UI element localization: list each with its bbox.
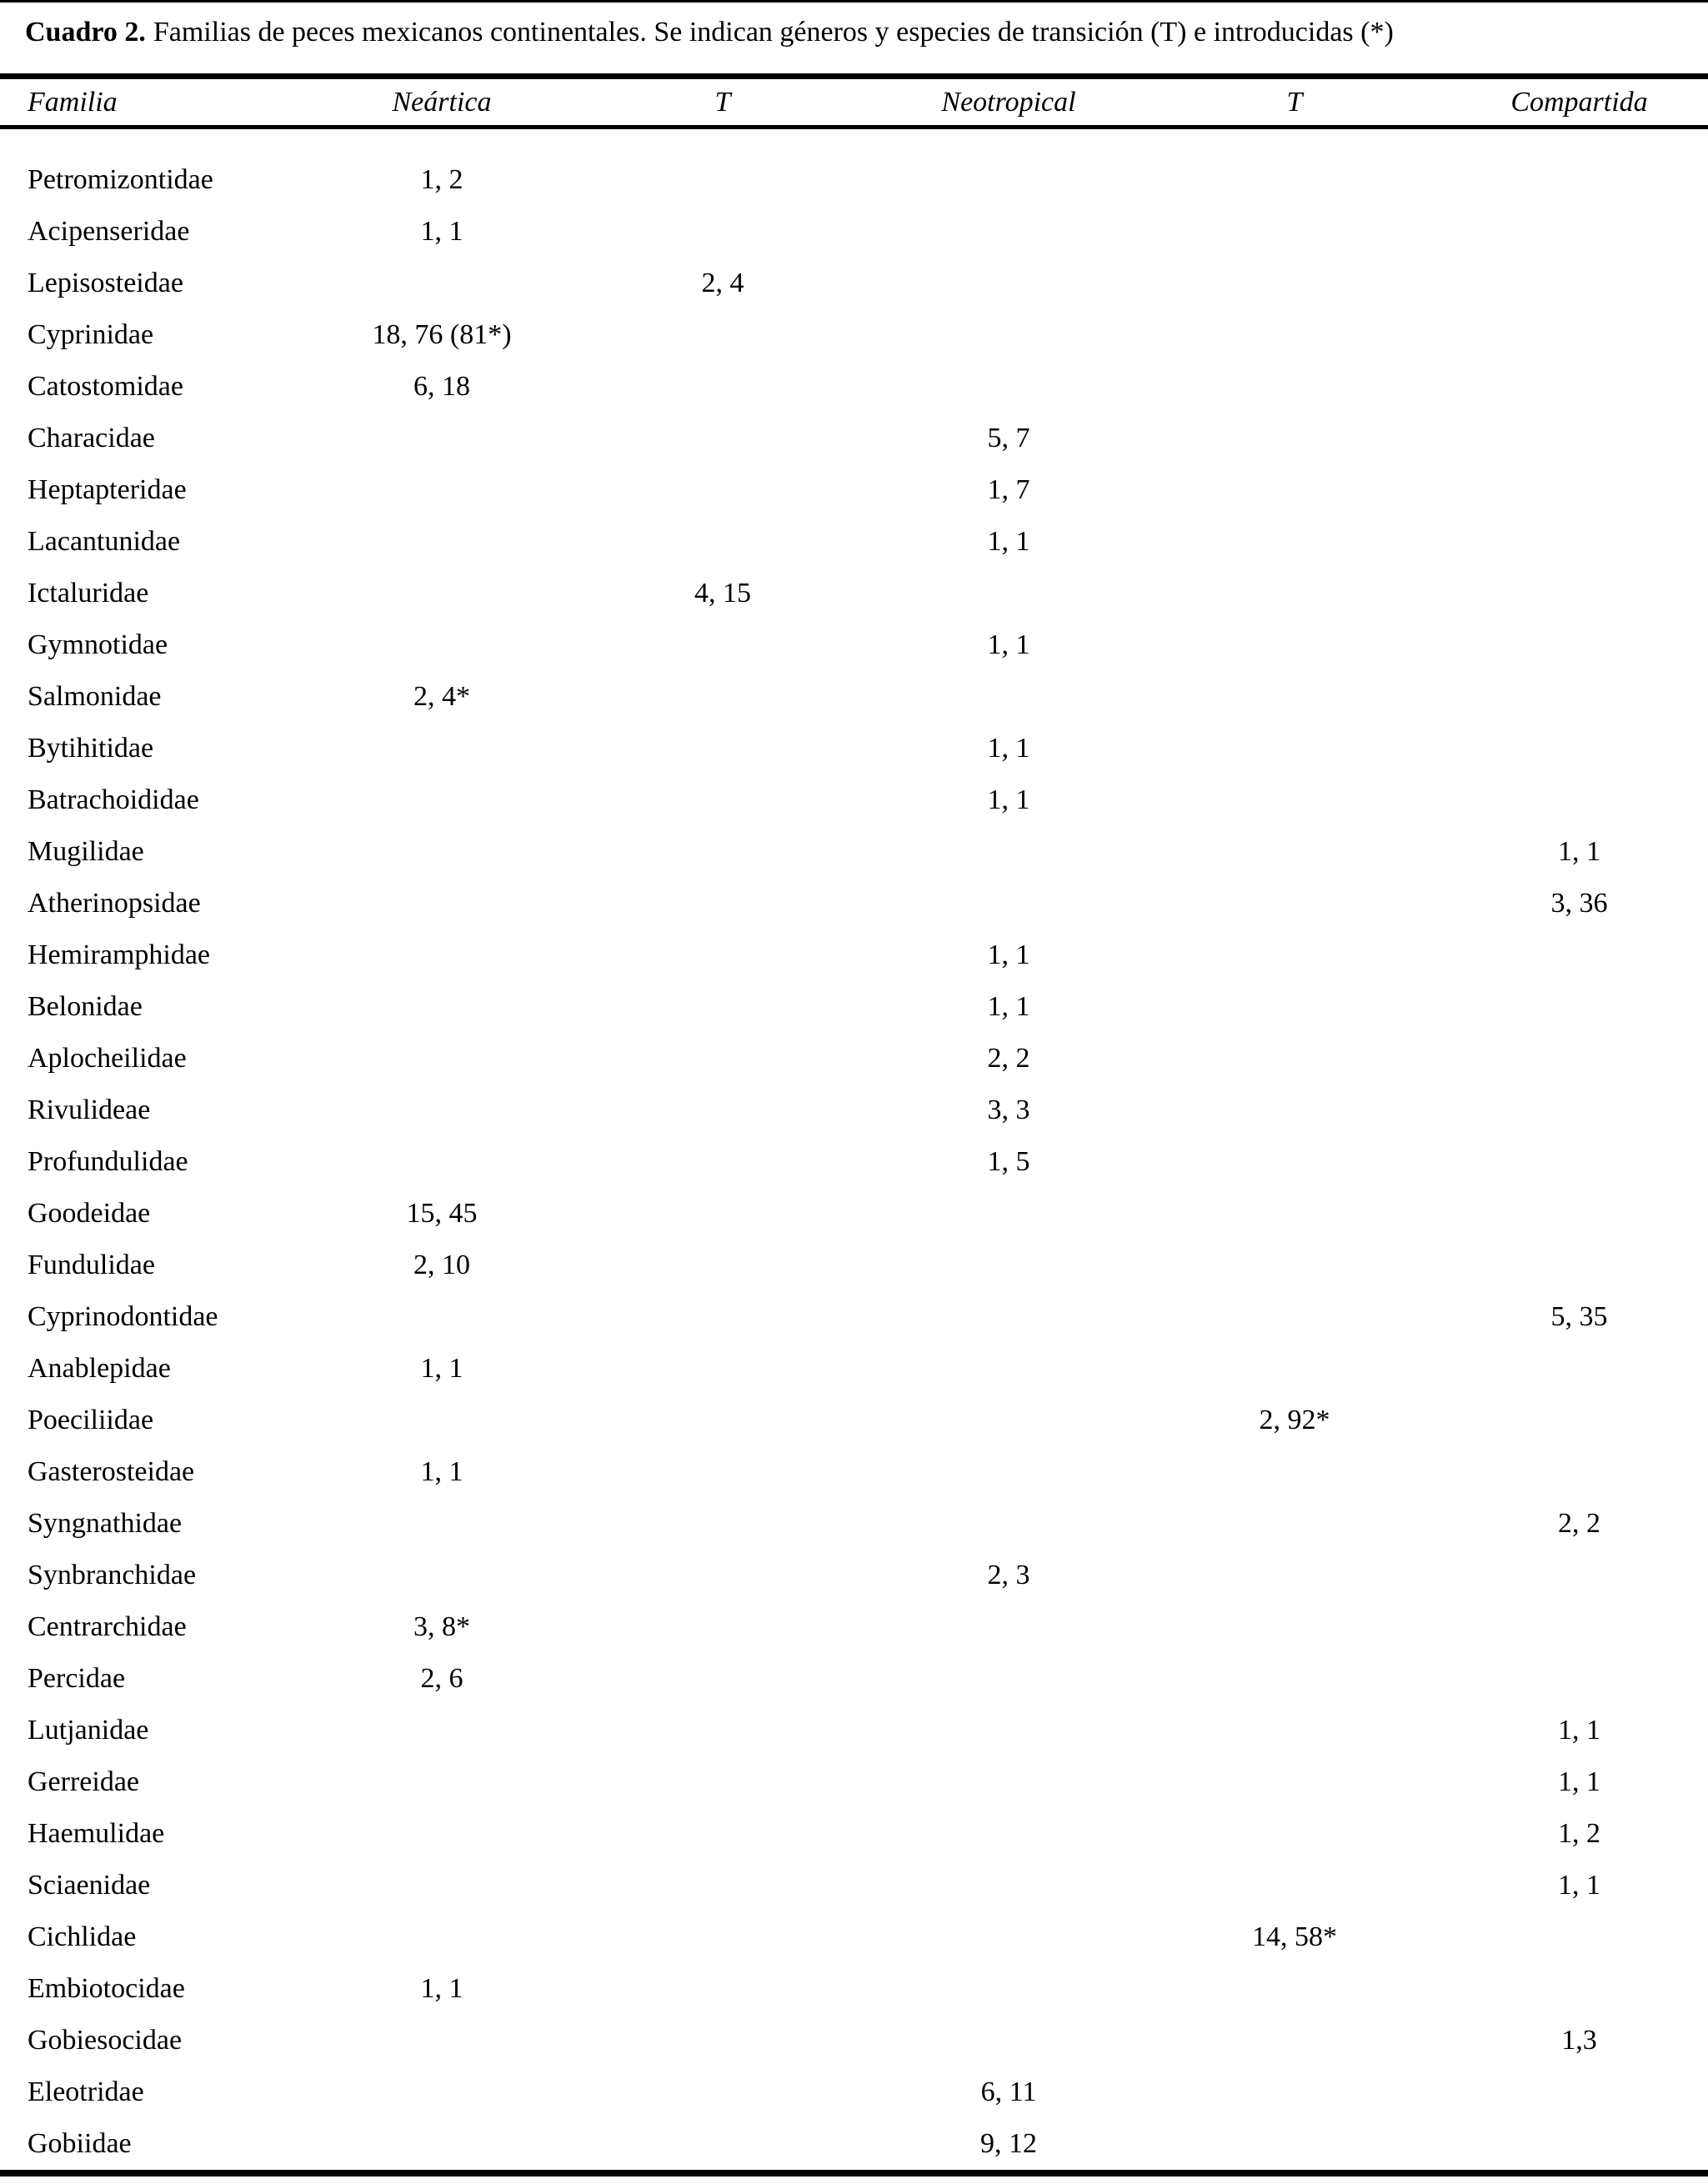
family-name: Cyprinodontidae bbox=[28, 1301, 218, 1332]
cell-neartica bbox=[317, 1291, 567, 1343]
cell-neotropical bbox=[879, 568, 1139, 619]
table-row bbox=[0, 1136, 1708, 1188]
cell-compartida bbox=[1450, 154, 1708, 206]
cell-neartica: 6, 18 bbox=[413, 371, 470, 402]
cell-t2 bbox=[1139, 516, 1450, 568]
cell-neartica bbox=[317, 568, 567, 619]
cell-t1 bbox=[567, 309, 879, 361]
cell-t1 bbox=[567, 1963, 879, 2015]
family-name: Eleotridae bbox=[28, 2076, 144, 2107]
family-name: Gymnotidae bbox=[28, 629, 168, 660]
cell-neotropical bbox=[879, 1911, 1139, 1963]
family-name: Ictaluridae bbox=[28, 578, 149, 609]
table-row bbox=[0, 619, 1708, 671]
cell-compartida: 1, 1 bbox=[1558, 1870, 1600, 1901]
cell-neotropical: 1, 1 bbox=[987, 939, 1030, 970]
cell-compartida bbox=[1450, 309, 1708, 361]
cell-neotropical bbox=[879, 1860, 1139, 1911]
table-row bbox=[0, 1550, 1708, 1601]
table-row bbox=[0, 671, 1708, 723]
cell-t2 bbox=[1139, 206, 1450, 258]
family-name: Belonidae bbox=[28, 991, 143, 1022]
table-row bbox=[0, 1808, 1708, 1860]
cell-compartida bbox=[1450, 1084, 1708, 1136]
cell-compartida bbox=[1450, 1240, 1708, 1291]
table-row bbox=[0, 1033, 1708, 1084]
cell-neartica: 1, 1 bbox=[420, 1456, 463, 1487]
cell-neartica: 2, 4* bbox=[413, 681, 470, 712]
cell-compartida: 1,3 bbox=[1561, 2025, 1597, 2056]
family-name: Centrarchidae bbox=[28, 1611, 187, 1642]
family-name: Catostomidae bbox=[28, 371, 183, 402]
cell-neotropical: 1, 1 bbox=[987, 784, 1030, 815]
table-row bbox=[0, 1963, 1708, 2015]
family-name: Heptapteridae bbox=[28, 474, 187, 505]
cell-t1 bbox=[567, 619, 879, 671]
column-header-neotropical: Neotropical bbox=[941, 87, 1076, 118]
cell-neotropical bbox=[879, 1808, 1139, 1860]
family-name: Cichlidae bbox=[28, 1921, 137, 1952]
cell-neartica bbox=[317, 464, 567, 516]
cell-t1 bbox=[567, 2015, 879, 2066]
cell-t2 bbox=[1139, 671, 1450, 723]
family-name: Lacantunidae bbox=[28, 526, 181, 557]
cell-t2 bbox=[1139, 774, 1450, 826]
table-row bbox=[0, 1343, 1708, 1395]
family-name: Acipenseridae bbox=[28, 216, 190, 247]
cell-compartida bbox=[1450, 671, 1708, 723]
cell-t1 bbox=[567, 1033, 879, 1084]
cell-t2 bbox=[1139, 2118, 1450, 2170]
cell-neotropical: 3, 3 bbox=[987, 1095, 1030, 1125]
cell-t1 bbox=[567, 1084, 879, 1136]
cell-t2 bbox=[1139, 1446, 1450, 1498]
cell-neartica bbox=[317, 413, 567, 464]
cell-neotropical bbox=[879, 1395, 1139, 1446]
cell-t1 bbox=[567, 1705, 879, 1756]
cell-compartida bbox=[1450, 413, 1708, 464]
table-row bbox=[0, 1498, 1708, 1550]
cell-neartica bbox=[317, 258, 567, 309]
cell-t1 bbox=[567, 1291, 879, 1343]
cell-neotropical bbox=[879, 1653, 1139, 1705]
cell-neotropical bbox=[879, 1498, 1139, 1550]
cell-neartica bbox=[317, 878, 567, 929]
column-header-compartida: Compartida bbox=[1510, 87, 1648, 118]
family-name: Salmonidae bbox=[28, 681, 162, 712]
table-row bbox=[0, 568, 1708, 619]
table-row bbox=[0, 774, 1708, 826]
cell-neotropical: 5, 7 bbox=[987, 423, 1030, 453]
cell-neotropical bbox=[879, 361, 1139, 413]
cell-t2 bbox=[1139, 619, 1450, 671]
table-row bbox=[0, 309, 1708, 361]
cell-neartica: 15, 45 bbox=[406, 1198, 478, 1229]
cell-neartica bbox=[317, 1860, 567, 1911]
table-row bbox=[0, 1911, 1708, 1963]
family-name: Fundulidae bbox=[28, 1250, 155, 1280]
cell-t2 bbox=[1139, 1601, 1450, 1653]
table-row bbox=[0, 154, 1708, 206]
family-name: Synbranchidae bbox=[28, 1560, 197, 1590]
cell-t1 bbox=[567, 671, 879, 723]
cell-neartica bbox=[317, 1084, 567, 1136]
cell-neartica bbox=[317, 2066, 567, 2118]
cell-t1 bbox=[567, 1395, 879, 1446]
family-name: Gerreidae bbox=[28, 1766, 140, 1797]
cell-neotropical: 1, 7 bbox=[987, 474, 1030, 505]
cell-compartida bbox=[1450, 1136, 1708, 1188]
cell-compartida bbox=[1450, 1601, 1708, 1653]
cell-t1 bbox=[567, 1860, 879, 1911]
family-name: Gobiidae bbox=[28, 2128, 132, 2159]
cell-t2 bbox=[1139, 1033, 1450, 1084]
cell-compartida bbox=[1450, 929, 1708, 981]
cell-neotropical bbox=[879, 1446, 1139, 1498]
table-row bbox=[0, 2015, 1708, 2066]
family-name: Atherinopsidae bbox=[28, 888, 201, 919]
cell-t1 bbox=[567, 2066, 879, 2118]
family-name: Haemulidae bbox=[28, 1818, 165, 1849]
cell-t1 bbox=[567, 1808, 879, 1860]
column-header-t2: T bbox=[1286, 87, 1303, 118]
cell-t2 bbox=[1139, 413, 1450, 464]
cell-t1 bbox=[567, 1498, 879, 1550]
table-row bbox=[0, 258, 1708, 309]
cell-t2 bbox=[1139, 2066, 1450, 2118]
family-name: Goodeidae bbox=[28, 1198, 151, 1229]
table-row bbox=[0, 413, 1708, 464]
cell-neotropical: 2, 2 bbox=[987, 1043, 1030, 1074]
cell-compartida: 2, 2 bbox=[1558, 1508, 1600, 1539]
table-row bbox=[0, 2118, 1708, 2170]
family-name: Percidae bbox=[28, 1663, 126, 1694]
table-row bbox=[0, 929, 1708, 981]
cell-t2 bbox=[1139, 1343, 1450, 1395]
cell-neartica: 18, 76 (81*) bbox=[372, 319, 512, 350]
cell-neotropical bbox=[879, 206, 1139, 258]
cell-compartida: 1, 1 bbox=[1558, 836, 1600, 867]
table-row bbox=[0, 1291, 1708, 1343]
cell-compartida bbox=[1450, 723, 1708, 774]
cell-t1 bbox=[567, 1136, 879, 1188]
cell-neartica bbox=[317, 774, 567, 826]
cell-t2 bbox=[1139, 1860, 1450, 1911]
family-name: Mugilidae bbox=[28, 836, 144, 867]
family-name: Petromizontidae bbox=[28, 164, 213, 195]
cell-compartida bbox=[1450, 981, 1708, 1033]
cell-compartida bbox=[1450, 1188, 1708, 1240]
cell-neotropical bbox=[879, 1240, 1139, 1291]
cell-neartica bbox=[317, 1033, 567, 1084]
cell-neartica bbox=[317, 826, 567, 878]
cell-neotropical bbox=[879, 826, 1139, 878]
cell-t2 bbox=[1139, 929, 1450, 981]
cell-compartida: 3, 36 bbox=[1550, 888, 1608, 919]
table-row bbox=[0, 206, 1708, 258]
cell-t1 bbox=[567, 516, 879, 568]
cell-compartida: 1, 1 bbox=[1558, 1766, 1600, 1797]
cell-t2 bbox=[1139, 154, 1450, 206]
cell-neartica: 2, 6 bbox=[420, 1663, 463, 1694]
cell-compartida bbox=[1450, 361, 1708, 413]
cell-t1 bbox=[567, 206, 879, 258]
cell-t2 bbox=[1139, 2015, 1450, 2066]
cell-compartida bbox=[1450, 258, 1708, 309]
cell-t1 bbox=[567, 413, 879, 464]
cell-neartica bbox=[317, 1705, 567, 1756]
cell-t2 bbox=[1139, 309, 1450, 361]
cell-compartida bbox=[1450, 1911, 1708, 1963]
column-header-familia: Familia bbox=[28, 87, 118, 118]
cell-neartica bbox=[317, 516, 567, 568]
cell-t1 bbox=[567, 1188, 879, 1240]
cell-t1 bbox=[567, 723, 879, 774]
cell-neartica bbox=[317, 1756, 567, 1808]
table-row bbox=[0, 981, 1708, 1033]
cell-t1 bbox=[567, 1446, 879, 1498]
cell-neotropical: 1, 1 bbox=[987, 526, 1030, 557]
cell-t2: 14, 58* bbox=[1252, 1921, 1337, 1952]
family-name: Rivulideae bbox=[28, 1095, 151, 1125]
cell-neotropical bbox=[879, 671, 1139, 723]
cell-t2: 2, 92* bbox=[1259, 1405, 1330, 1435]
cell-compartida bbox=[1450, 516, 1708, 568]
cell-neotropical: 6, 11 bbox=[980, 2076, 1037, 2107]
cell-neartica bbox=[317, 929, 567, 981]
cell-neartica bbox=[317, 2015, 567, 2066]
table-row bbox=[0, 1653, 1708, 1705]
cell-neotropical bbox=[879, 2015, 1139, 2066]
table-top-rule bbox=[0, 73, 1708, 79]
cell-t1 bbox=[567, 878, 879, 929]
cell-t2 bbox=[1139, 826, 1450, 878]
cell-compartida bbox=[1450, 1963, 1708, 2015]
table-caption-text: Familias de peces mexicanos continentales. Se indican géneros y especies de transición (T) e introducidas (*) bbox=[153, 17, 1394, 48]
table-row bbox=[0, 723, 1708, 774]
cell-t2 bbox=[1139, 723, 1450, 774]
cell-neotropical bbox=[879, 1291, 1139, 1343]
table-row bbox=[0, 826, 1708, 878]
cell-neotropical bbox=[879, 1188, 1139, 1240]
cell-t2 bbox=[1139, 878, 1450, 929]
cell-t1 bbox=[567, 981, 879, 1033]
table-body bbox=[0, 129, 1708, 2170]
cell-neotropical bbox=[879, 1963, 1139, 2015]
table-bottom-rule bbox=[0, 2170, 1708, 2176]
cell-t2 bbox=[1139, 568, 1450, 619]
family-name: Batrachoididae bbox=[28, 784, 199, 815]
table-row bbox=[0, 1446, 1708, 1498]
cell-t1: 4, 15 bbox=[694, 578, 751, 609]
cell-neartica: 1, 1 bbox=[420, 216, 463, 247]
table-row bbox=[0, 2066, 1708, 2118]
table-row bbox=[0, 1705, 1708, 1756]
cell-t2 bbox=[1139, 1291, 1450, 1343]
family-name: Syngnathidae bbox=[28, 1508, 183, 1539]
family-name: Bytihitidae bbox=[28, 733, 154, 764]
cell-t1 bbox=[567, 2118, 879, 2170]
cell-t2 bbox=[1139, 1498, 1450, 1550]
cell-neotropical bbox=[879, 258, 1139, 309]
family-name: Gasterosteidae bbox=[28, 1456, 195, 1487]
cell-neartica: 1, 2 bbox=[420, 164, 463, 195]
cell-neartica bbox=[317, 981, 567, 1033]
cell-t1: 2, 4 bbox=[701, 268, 744, 298]
cell-t1 bbox=[567, 1911, 879, 1963]
cell-neartica bbox=[317, 1498, 567, 1550]
family-name: Poeciliidae bbox=[28, 1405, 154, 1435]
cell-t1 bbox=[567, 154, 879, 206]
cell-neotropical bbox=[879, 878, 1139, 929]
table-row bbox=[0, 1188, 1708, 1240]
cell-t2 bbox=[1139, 361, 1450, 413]
table-row bbox=[0, 361, 1708, 413]
cell-neartica: 1, 1 bbox=[420, 1973, 463, 2004]
cell-compartida bbox=[1450, 1550, 1708, 1601]
cell-t2 bbox=[1139, 1188, 1450, 1240]
table-row bbox=[0, 878, 1708, 929]
cell-neotropical bbox=[879, 1756, 1139, 1808]
cell-neartica bbox=[317, 723, 567, 774]
cell-neartica: 2, 10 bbox=[413, 1250, 470, 1280]
family-name: Embiotocidae bbox=[28, 1973, 185, 2004]
table-caption bbox=[0, 3, 1708, 73]
cell-t1 bbox=[567, 1601, 879, 1653]
cell-t1 bbox=[567, 1550, 879, 1601]
cell-neotropical bbox=[879, 154, 1139, 206]
cell-t2 bbox=[1139, 1550, 1450, 1601]
cell-compartida bbox=[1450, 1446, 1708, 1498]
cell-neotropical: 1, 1 bbox=[987, 629, 1030, 660]
column-header-neartica: Neártica bbox=[392, 87, 492, 118]
cell-t2 bbox=[1139, 464, 1450, 516]
cell-t2 bbox=[1139, 1084, 1450, 1136]
cell-compartida bbox=[1450, 619, 1708, 671]
family-name: Aplocheilidae bbox=[28, 1043, 187, 1074]
family-name: Cyprinidae bbox=[28, 319, 154, 350]
column-header-t1: T bbox=[714, 87, 731, 118]
cell-neartica: 1, 1 bbox=[420, 1353, 463, 1384]
table-row bbox=[0, 1395, 1708, 1446]
family-name: Characidae bbox=[28, 423, 155, 453]
cell-t1 bbox=[567, 826, 879, 878]
cell-neotropical bbox=[879, 1601, 1139, 1653]
cell-compartida bbox=[1450, 774, 1708, 826]
cell-neartica bbox=[317, 1911, 567, 1963]
cell-t2 bbox=[1139, 1808, 1450, 1860]
cell-t1 bbox=[567, 1343, 879, 1395]
table-row bbox=[0, 1860, 1708, 1911]
cell-neotropical bbox=[879, 1705, 1139, 1756]
cell-t1 bbox=[567, 1240, 879, 1291]
cell-neartica: 3, 8* bbox=[413, 1611, 470, 1642]
cell-t1 bbox=[567, 361, 879, 413]
family-name: Profundulidae bbox=[28, 1146, 188, 1177]
cell-t1 bbox=[567, 1653, 879, 1705]
cell-t1 bbox=[567, 774, 879, 826]
table-row bbox=[0, 516, 1708, 568]
table-row bbox=[0, 1601, 1708, 1653]
cell-neartica bbox=[317, 619, 567, 671]
family-name: Hemiramphidae bbox=[28, 939, 211, 970]
table-row bbox=[0, 1084, 1708, 1136]
cell-neotropical: 2, 3 bbox=[987, 1560, 1030, 1590]
family-name: Lutjanidae bbox=[28, 1715, 149, 1746]
cell-neotropical: 1, 5 bbox=[987, 1146, 1030, 1177]
family-name: Sciaenidae bbox=[28, 1870, 151, 1901]
cell-t1 bbox=[567, 929, 879, 981]
table-row bbox=[0, 464, 1708, 516]
cell-neotropical: 1, 1 bbox=[987, 991, 1030, 1022]
cell-t2 bbox=[1139, 258, 1450, 309]
cell-neotropical: 9, 12 bbox=[980, 2128, 1037, 2159]
table-header-row bbox=[0, 79, 1708, 125]
cell-compartida bbox=[1450, 1653, 1708, 1705]
cell-neotropical: 1, 1 bbox=[987, 733, 1030, 764]
cell-compartida bbox=[1450, 2066, 1708, 2118]
cell-neartica bbox=[317, 2118, 567, 2170]
cell-t2 bbox=[1139, 1756, 1450, 1808]
cell-compartida bbox=[1450, 1395, 1708, 1446]
table-row bbox=[0, 1240, 1708, 1291]
cell-t2 bbox=[1139, 1963, 1450, 2015]
cell-compartida bbox=[1450, 1033, 1708, 1084]
cell-neotropical bbox=[879, 309, 1139, 361]
cell-neartica bbox=[317, 1395, 567, 1446]
table-caption-label: Cuadro 2. bbox=[25, 17, 146, 48]
cell-compartida: 1, 2 bbox=[1558, 1818, 1600, 1849]
cell-compartida bbox=[1450, 1343, 1708, 1395]
cell-t1 bbox=[567, 1756, 879, 1808]
cell-compartida bbox=[1450, 2118, 1708, 2170]
cell-neartica bbox=[317, 1136, 567, 1188]
cell-compartida: 5, 35 bbox=[1550, 1301, 1608, 1332]
family-name: Lepisosteidae bbox=[28, 268, 183, 298]
cell-t2 bbox=[1139, 981, 1450, 1033]
cell-t2 bbox=[1139, 1136, 1450, 1188]
cell-t2 bbox=[1139, 1653, 1450, 1705]
cell-compartida: 1, 1 bbox=[1558, 1715, 1600, 1746]
cell-neartica bbox=[317, 1808, 567, 1860]
cell-t2 bbox=[1139, 1240, 1450, 1291]
cell-t1 bbox=[567, 464, 879, 516]
cell-neotropical bbox=[879, 1343, 1139, 1395]
cell-compartida bbox=[1450, 568, 1708, 619]
cell-neartica bbox=[317, 1550, 567, 1601]
cell-t2 bbox=[1139, 1705, 1450, 1756]
cell-compartida bbox=[1450, 206, 1708, 258]
family-name: Anablepidae bbox=[28, 1353, 171, 1384]
cell-compartida bbox=[1450, 464, 1708, 516]
table-row bbox=[0, 1756, 1708, 1808]
family-name: Gobiesocidae bbox=[28, 2025, 183, 2056]
